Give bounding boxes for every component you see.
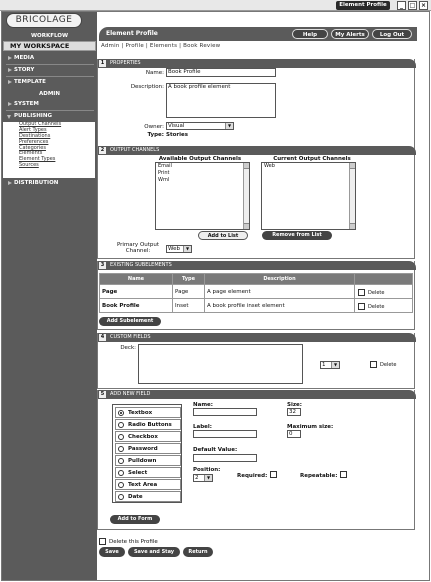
submenu-elements[interactable]: Elements	[19, 150, 43, 157]
radio-icon	[118, 494, 124, 500]
field-type-label: Radio Buttons	[128, 422, 172, 428]
minimize-icon[interactable]: _	[397, 1, 406, 10]
delete-label: Delete	[368, 290, 385, 296]
add-subelement-button[interactable]: Add Subelement	[99, 317, 161, 326]
field-default-label: Default Value:	[193, 447, 238, 453]
logo: BRICOLAGE	[6, 13, 82, 28]
section-header	[98, 261, 416, 270]
cell-type: Page	[173, 285, 205, 299]
available-channels-label: Available Output Channels	[158, 156, 242, 162]
owner-label: Owner:	[144, 124, 164, 130]
repeatable-label: Repeatable:	[300, 473, 338, 479]
save-and-stay-button[interactable]: Save and Stay	[128, 547, 180, 557]
maximize-icon[interactable]: □	[409, 2, 416, 9]
my-alerts-button[interactable]: My Alerts	[331, 29, 369, 39]
subelements-table	[99, 273, 413, 313]
current-channels-list[interactable]	[261, 162, 356, 230]
section-number: 5	[100, 391, 105, 397]
section-title: OUTPUT CHANNELS	[110, 147, 160, 153]
add-to-form-button[interactable]: Add to Form	[110, 515, 160, 524]
page-title: Element Profile	[106, 30, 158, 37]
logout-button[interactable]: Log Out	[372, 29, 412, 39]
submenu-element-types[interactable]: Element Types	[19, 156, 56, 163]
radio-icon	[118, 470, 124, 476]
section-header	[98, 146, 416, 155]
cell-type: Inset	[173, 299, 205, 313]
repeatable-checkbox[interactable]	[340, 471, 347, 478]
field-max-input[interactable]: 0	[287, 430, 301, 438]
column-header: Name	[100, 274, 173, 285]
submenu-preferences[interactable]: Preferences	[19, 138, 49, 145]
my-workspace-link[interactable]: MY WORKSPACE	[3, 41, 96, 51]
field-type-list	[112, 404, 182, 503]
help-button[interactable]: Help	[292, 29, 328, 39]
delete-checkbox[interactable]	[358, 289, 365, 296]
table-row	[100, 299, 413, 313]
cell-name: Page	[100, 285, 173, 299]
sidebar-item-media[interactable]: MEDIA	[8, 53, 94, 63]
delete-checkbox[interactable]	[358, 303, 365, 310]
submenu-categories[interactable]: Categories	[19, 144, 46, 151]
window-title: Element Profile	[336, 1, 390, 10]
column-header: Type	[173, 274, 205, 285]
submenu-destinations[interactable]: Destinations	[19, 132, 51, 139]
return-button[interactable]: Return	[183, 547, 213, 557]
field-default-input[interactable]	[193, 454, 257, 462]
publishing-submenu	[3, 122, 95, 178]
available-channels-list[interactable]	[155, 162, 250, 230]
scrollbar[interactable]	[349, 163, 355, 229]
field-type-label: Textbox	[128, 410, 153, 416]
type-label: Type:	[147, 132, 164, 138]
field-type-label: Pulldown	[128, 458, 157, 464]
owner-select[interactable]: Visual ▼	[166, 122, 234, 130]
section-title: EXISTING SUBELEMENTS	[110, 262, 172, 268]
field-type-select[interactable]	[115, 467, 181, 478]
required-checkbox[interactable]	[270, 471, 277, 478]
close-icon[interactable]: ×	[420, 2, 427, 9]
delete-label: Delete	[368, 304, 385, 310]
section-header	[98, 59, 416, 68]
cell-description: A page element	[205, 285, 355, 299]
remove-from-list-button[interactable]: Remove from List	[262, 231, 332, 240]
submenu-output-channels[interactable]: Output Channels	[19, 121, 62, 127]
field-type-checkbox[interactable]	[115, 431, 181, 442]
workflow-heading: WORKFLOW	[30, 33, 69, 39]
delete-checkbox[interactable]	[370, 361, 377, 368]
add-to-list-button[interactable]: Add to List	[198, 231, 248, 240]
column-header: Description	[205, 274, 355, 285]
field-type-password[interactable]	[115, 443, 181, 454]
field-name-input[interactable]	[193, 408, 257, 416]
field-size-input[interactable]: 32	[287, 408, 301, 416]
field-type-date[interactable]	[115, 491, 181, 502]
page-header	[99, 27, 417, 41]
field-type-label: Password	[128, 446, 158, 452]
section-number: 1	[100, 60, 105, 66]
field-name-label: Name:	[193, 402, 213, 408]
description-label: Description:	[130, 84, 164, 90]
breadcrumb: Admin | Profile | Elements | Book Review	[101, 43, 221, 49]
section-number: 2	[100, 147, 105, 153]
list-item[interactable]: Wml	[158, 177, 170, 183]
field-type-label: Checkbox	[128, 434, 158, 440]
section-header	[98, 333, 416, 342]
field-type-radio-buttons[interactable]	[115, 419, 181, 430]
field-max-label: Maximum size:	[287, 424, 334, 430]
section-number: 3	[100, 262, 105, 268]
required-label: Required:	[237, 473, 268, 479]
description-textarea[interactable]: A book profile element	[166, 83, 276, 118]
field-type-label: Text Area	[128, 482, 158, 488]
list-item[interactable]: Print	[158, 170, 170, 176]
field-label-label: Label:	[193, 424, 212, 430]
submenu-alert-types[interactable]: Alert Types	[19, 126, 47, 133]
order-select[interactable]: 1 ▼	[320, 361, 340, 369]
section-title: ADD NEW FIELD	[110, 391, 151, 397]
delete-profile-label: Delete this Profile	[109, 539, 158, 545]
field-size-label: Size:	[287, 402, 302, 408]
cell-description: A book profile inset element	[205, 299, 355, 313]
field-type-label: Select	[128, 470, 148, 476]
radio-icon	[118, 410, 124, 416]
primary-output-label: Primary Output Channel:	[116, 242, 160, 254]
window-titlebar	[0, 0, 431, 11]
field-type-text-area[interactable]	[115, 479, 181, 490]
delete-profile-checkbox[interactable]	[99, 538, 106, 545]
current-channels-label: Current Output Channels	[273, 156, 351, 162]
field-type-pulldown[interactable]	[115, 455, 181, 466]
admin-heading: ADMIN	[39, 91, 60, 97]
column-header	[355, 274, 413, 285]
section-number: 4	[100, 334, 105, 340]
radio-icon	[118, 446, 124, 452]
section-title: CUSTOM FIELDS	[110, 334, 151, 340]
table-row	[100, 285, 413, 299]
radio-icon	[118, 482, 124, 488]
field-type-label: Date	[128, 494, 143, 500]
delete-label: Delete	[380, 362, 397, 368]
sidebar-item-story[interactable]: STORY	[8, 65, 94, 75]
sidebar-item-template[interactable]: TEMPLATE	[8, 77, 94, 87]
field-type-textbox[interactable]	[115, 407, 181, 418]
radio-icon	[118, 434, 124, 440]
field-position-label: Position:	[193, 467, 221, 473]
name-label: Name:	[145, 70, 164, 76]
section-header	[98, 390, 416, 399]
list-item[interactable]: Email	[158, 163, 172, 169]
save-button[interactable]: Save	[99, 547, 125, 557]
cell-name: Book Profile	[100, 299, 173, 313]
sidebar-item-publishing[interactable]: PUBLISHING	[8, 111, 94, 121]
list-item[interactable]: Web	[264, 163, 275, 169]
submenu-sources[interactable]: Sources	[19, 162, 39, 169]
type-value: Stories	[166, 132, 188, 138]
scrollbar[interactable]	[243, 163, 249, 229]
sidebar-item-distribution[interactable]: DISTRIBUTION	[8, 178, 94, 188]
radio-icon	[118, 458, 124, 464]
field-label-input[interactable]	[193, 430, 257, 438]
sidebar-item-system[interactable]: SYSTEM	[8, 99, 94, 109]
field-position-select[interactable]: 2 ▼	[193, 474, 213, 482]
section-title: PROPERTIES	[110, 60, 141, 66]
radio-icon	[118, 422, 124, 428]
primary-output-select[interactable]: Web ▼	[166, 245, 192, 253]
deck-textarea[interactable]	[138, 344, 303, 384]
deck-label: Deck:	[120, 345, 136, 351]
name-input[interactable]: Book Profile	[166, 68, 276, 77]
